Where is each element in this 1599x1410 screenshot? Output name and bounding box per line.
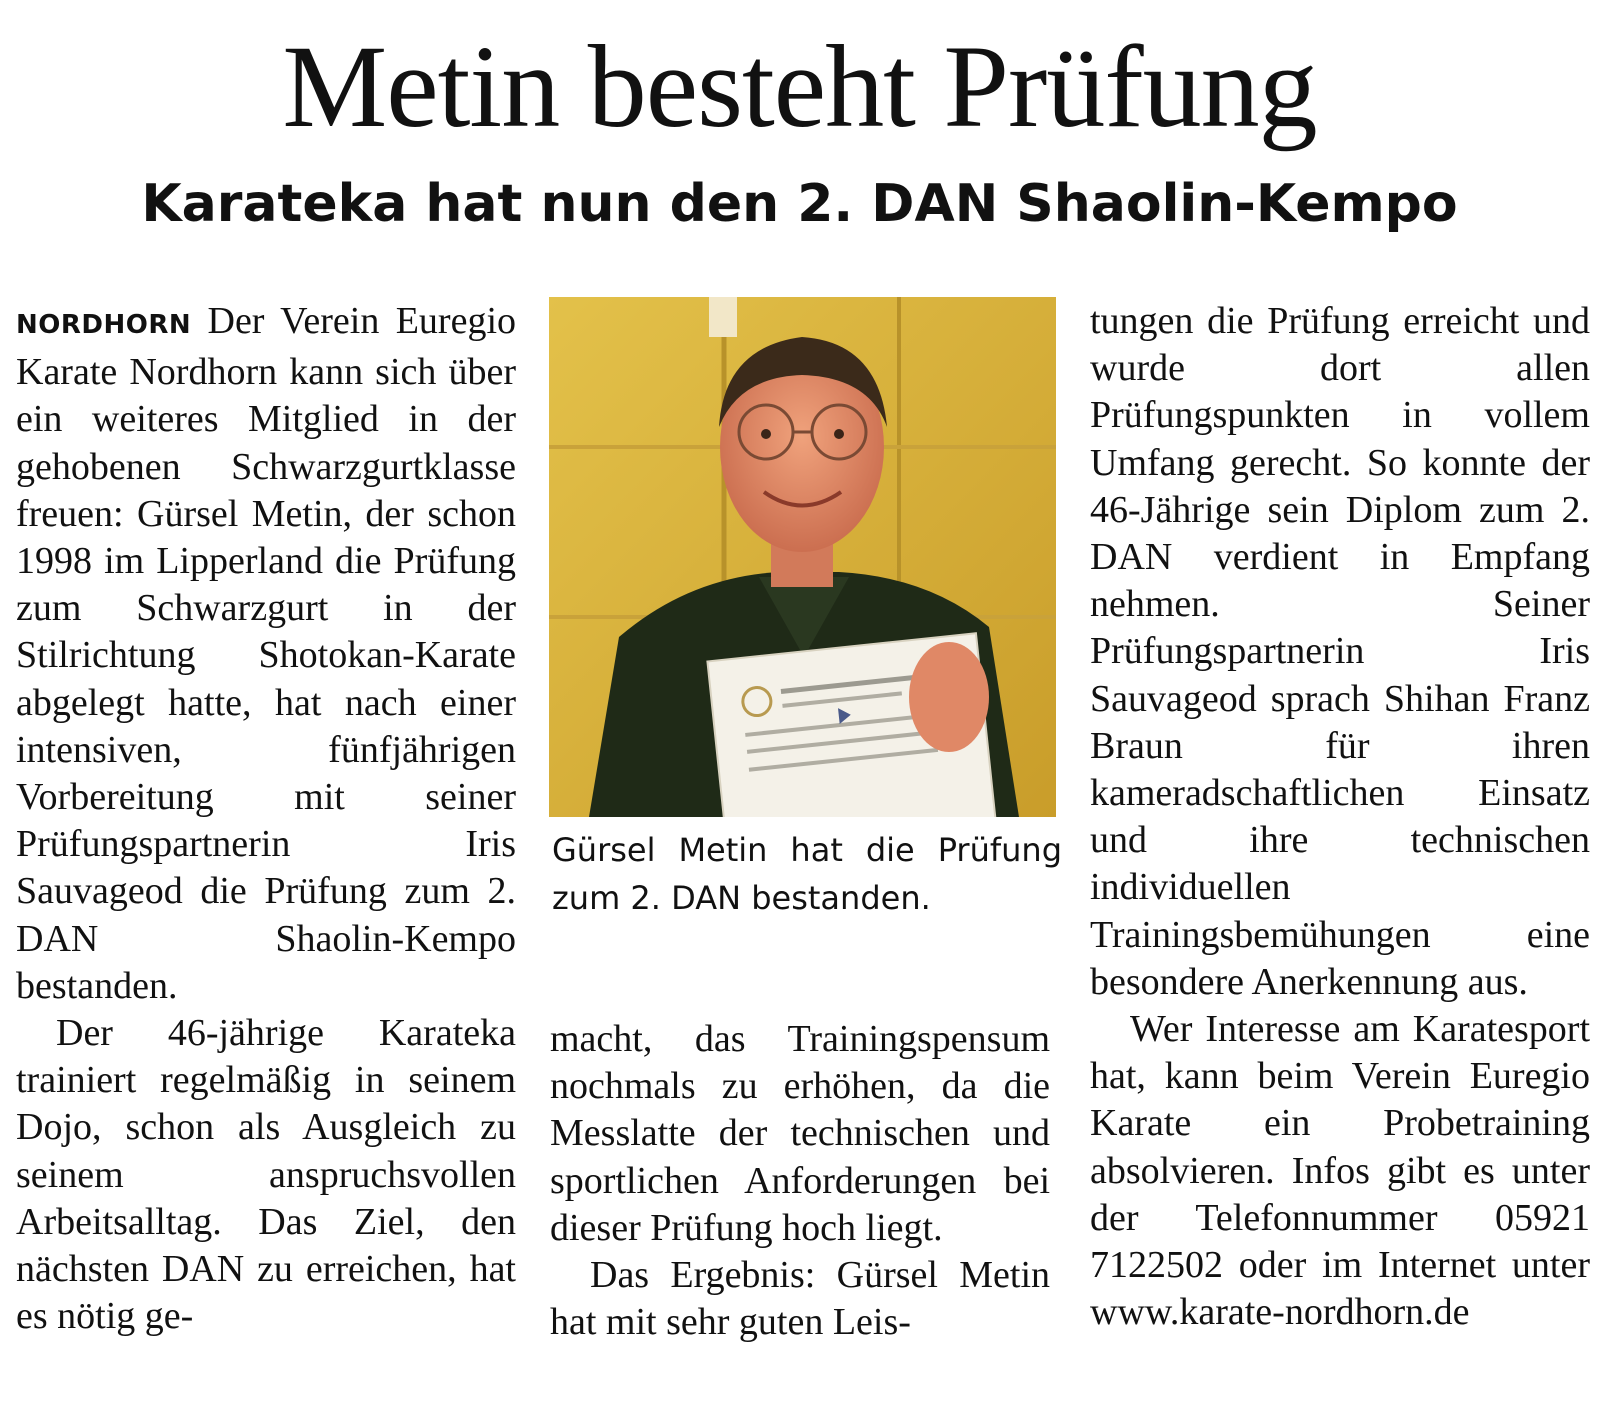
paragraph: Das Ergebnis: Gürsel Metin hat mit sehr guten Leis- [550, 1254, 1050, 1344]
paragraph-text: Der Verein Euregio Karate Nordhorn kann sich über ein weiteres Mitglied in der gehobenen Schwarzgurtklasse freuen: Gürsel Metin, der schon 1998 im Lipperland die Prüfung zum Schwarzgurt in der Stilrichtung Shotokan-Karate abgelegt hatte, hat nach einer intensiven, fünfjährigen Vorbereitung mit seiner Prüfungspartnerin Iris Sauvageod die Prüfung zum 2. DAN Shaolin-Kempo bestanden. [16, 300, 517, 1007]
paragraph [16, 298, 516, 1010]
photo-illustration [549, 297, 1056, 817]
paragraph: macht, das Trainingspensum nochmals zu erhöhen, da die Messlatte der technischen und sportlichen Anforderungen bei dieser Prüfung hoch liegt. [550, 1018, 1050, 1249]
subheadline: Karateka hat nun den 2. DAN Shaolin-Kempo [141, 174, 1458, 234]
article-column-3 [1090, 298, 1590, 1336]
dateline: NORDHORN [16, 310, 192, 340]
article-column-1 [16, 298, 516, 1340]
paragraph: tungen die Prüfung erreicht und wurde dort allen Prüfungspunkten in vollem Umfang gerecht. So konnte der 46-Jährige sein Diplom zum 2. DAN verdient in Empfang nehmen. Seiner Prüfungspartnerin Iris Sauvageod sprach Shihan Franz Braun für ihren kameradschaftlichen Einsatz und ihre technischen individuellen Trainingsbemühungen eine besondere Anerkennung aus. [1090, 300, 1590, 1003]
article-column-2 [550, 1016, 1050, 1346]
paragraph: Der 46-jährige Karateka trainiert regelmäßig in seinem Dojo, schon als Ausgleich zu seinem anspruchsvollen Arbeitsalltag. Das Ziel, den nächsten DAN zu erreichen, hat es nötig ge- [16, 1012, 516, 1338]
paragraph: Wer Interesse am Karatesport hat, kann beim Verein Euregio Karate ein Probetraining absolvieren. Infos gibt es unter der Telefonnummer 05921 7122502 oder im Internet unter www.karate-nordhorn.de [1090, 1008, 1590, 1334]
headline: Metin besteht Prüfung [282, 21, 1317, 152]
photo-caption: Gürsel Metin hat die Prüfung zum 2. DAN bestanden. [552, 831, 1062, 917]
article-photo [549, 297, 1056, 817]
